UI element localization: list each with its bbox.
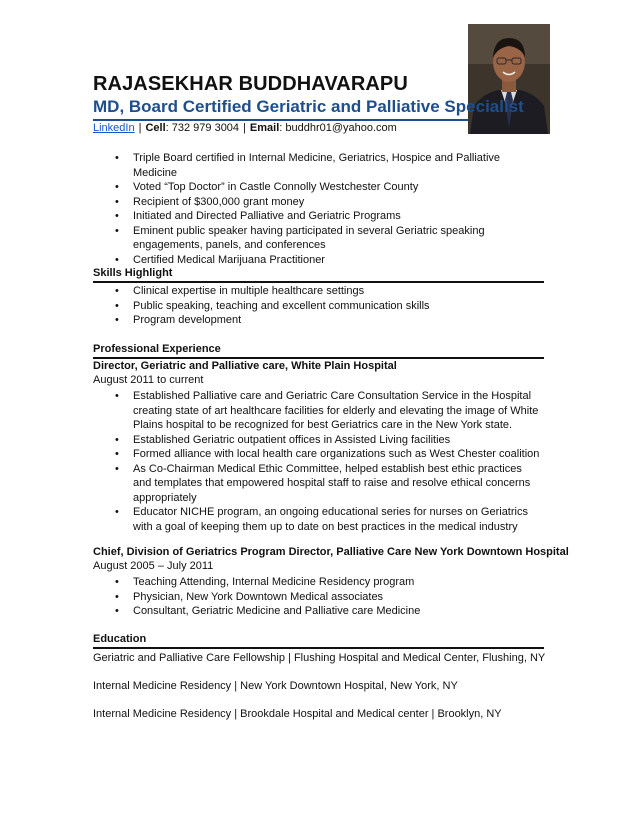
skills-list [93, 284, 543, 328]
list-item: • Program development [93, 313, 543, 328]
job-title: Director, Geriatric and Palliative care, White Plain Hospital [93, 360, 397, 372]
job-title: Chief, Division of Geriatrics Program Director, Palliative Care New York Downtown Hospital [93, 546, 569, 558]
portrait-image [468, 24, 550, 134]
job-responsibilities [93, 575, 543, 619]
list-item: • Teaching Attending, Internal Medicine Residency program [93, 575, 543, 590]
job-dates: August 2011 to current [93, 374, 204, 386]
applicant-title: MD, Board Certified Geriatric and Palliative Specialist [93, 97, 524, 116]
applicant-name: RAJASEKHAR BUDDHAVARAPU [93, 73, 408, 95]
job-responsibilities [93, 389, 543, 534]
list-item: • Initiated and Directed Palliative and Geriatric Programs [93, 209, 543, 224]
email-value: : buddhr01@yahoo.com [279, 122, 397, 134]
list-item: • Physician, New York Downtown Medical associates [93, 590, 543, 605]
list-item: • Public speaking, teaching and excellent communication skills [93, 299, 543, 314]
summary-list [93, 151, 543, 267]
email-label: Email [249, 122, 280, 134]
experience-heading: Professional Experience [93, 343, 221, 355]
contact-separator: | [138, 122, 142, 134]
linkedin-link[interactable]: LinkedIn [93, 122, 135, 134]
experience-divider [93, 357, 544, 359]
list-item: • As Co-Chairman Medical Ethic Committee, helped establish best ethic practices and templates that empowered hospital staff to raise and resolve ethical concerns appropriately [93, 462, 543, 506]
education-divider [93, 647, 544, 649]
education-entry: Internal Medicine Residency | New York Downtown Hospital, New York, NY [93, 680, 458, 692]
header-divider [93, 119, 468, 121]
contact-separator: | [243, 122, 246, 134]
skills-heading: Skills Highlight [93, 267, 173, 279]
list-item: • Educator NICHE program, an ongoing educational series for nurses on Geriatrics with a goal of keeping them up to date on best practices in the medical industry [93, 505, 543, 534]
education-heading: Education [93, 633, 147, 645]
job-dates: August 2005 – July 2011 [93, 560, 214, 572]
contact-line [93, 122, 397, 134]
list-item: • Eminent public speaker having participated in several Geriatric speaking engagements, panels, and conferences [93, 224, 543, 253]
list-item: • Established Geriatric outpatient offices in Assisted Living facilities [93, 433, 543, 448]
education-entry: Internal Medicine Residency | Brookdale Hospital and Medical center | Brooklyn, NY [93, 708, 502, 720]
cell-label: Cell [145, 122, 166, 134]
list-item: • Recipient of $300,000 grant money [93, 195, 543, 210]
list-item: • Clinical expertise in multiple healthcare settings [93, 284, 543, 299]
list-item: • Voted “Top Doctor” in Castle Connolly Westchester County [93, 180, 543, 195]
list-item: • Triple Board certified in Internal Medicine, Geriatrics, Hospice and Palliative Medicine [93, 151, 543, 180]
cell-value: : 732 979 3004 [165, 122, 240, 134]
list-item: • Formed alliance with local health care organizations such as West Chester coalition [93, 447, 543, 462]
list-item: • Established Palliative care and Geriatric Care Consultation Service in the Hospital creating state of art healthcare facilities for elderly and elevating the image of White Plains hospital to be recognized for best Geriatrics care in the New York state. [93, 389, 543, 433]
list-item: • Consultant, Geriatric Medicine and Palliative care Medicine [93, 604, 543, 619]
skills-divider [93, 281, 544, 283]
list-item: • Certified Medical Marijuana Practitioner [93, 253, 543, 268]
profile-photo [468, 24, 550, 134]
education-entry: Geriatric and Palliative Care Fellowship | Flushing Hospital and Medical Center, Flushing, NY [93, 652, 546, 664]
